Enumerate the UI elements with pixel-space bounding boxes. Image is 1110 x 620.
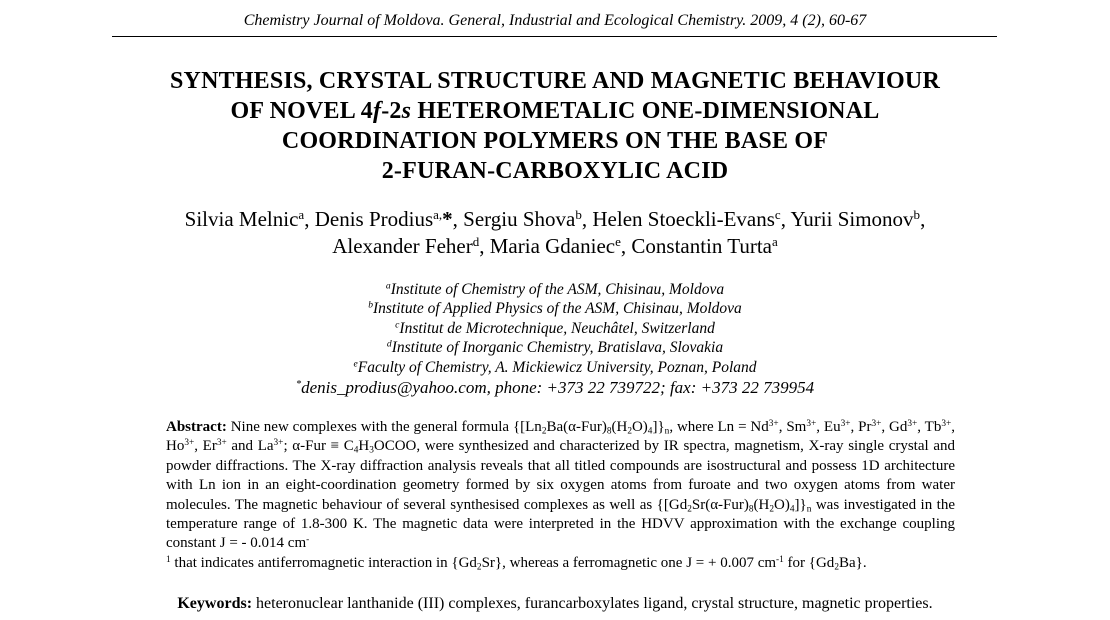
abstract-superscript: 3+ — [871, 418, 882, 429]
corresponding-star: * — [442, 207, 453, 231]
author-list — [0, 206, 1110, 260]
abstract-label: Abstract: — [166, 419, 227, 435]
affiliation-mark: d — [386, 338, 392, 350]
affiliation-mark: e — [353, 358, 358, 370]
affiliation-mark: b — [368, 300, 373, 312]
abstract-superscript: 1 — [166, 554, 171, 565]
title-italic-s: s — [401, 98, 412, 124]
abstract-text: ]} — [794, 496, 807, 513]
author-mark: a, — [433, 206, 443, 222]
author-line-2 — [0, 233, 1110, 260]
abstract-superscript: 3+ — [806, 418, 817, 429]
author-mark: a — [298, 206, 305, 222]
contact-text: denis_prodius@yahoo.com, phone: +373 22 739722; fax: +373 22 739954 — [301, 378, 815, 398]
author-separator: , — [304, 207, 315, 231]
abstract-text: O) — [631, 419, 648, 435]
abstract-superscript: 3+ — [273, 438, 284, 449]
abstract-subscript: 3 — [369, 445, 374, 456]
abstract-text: , Tb — [917, 419, 942, 435]
title-line-4: 2-FURAN-CARBOXYLIC ACID — [381, 158, 729, 184]
abstract-subscript: 8 — [748, 503, 754, 514]
author-mark: b — [913, 206, 921, 222]
abstract-text: Ba(α-Fur) — [546, 419, 607, 435]
abstract-text: for {Gd — [783, 554, 835, 571]
author-separator: , — [452, 207, 464, 231]
abstract-text: , Er — [194, 438, 217, 455]
author-line-1 — [0, 206, 1110, 233]
author-name: Yurii Simonov — [790, 207, 914, 231]
author-mark: a — [772, 233, 778, 249]
abstract-text: was investigated in the temperature range of 1.8-300 K. The magnetic data were interpreted in the HDVV approximation with the exchange coupling constant J = - 0.014 cm — [166, 496, 955, 552]
abstract-text: Ba}. — [838, 554, 867, 571]
title-text: HETEROMETALIC ONE-DIMENSIONAL — [411, 98, 880, 124]
abstract-subscript: n — [806, 503, 812, 514]
abstract-subscript: 4 — [353, 445, 359, 456]
title-line-3: COORDINATION POLYMERS ON THE BASE OF — [281, 128, 829, 154]
author-name: Sergiu Shova — [463, 207, 576, 231]
abstract-text: O) — [774, 496, 790, 513]
author-mark: e — [615, 233, 621, 249]
author-name: Constantin Turta — [631, 234, 773, 258]
abstract-subscript: 2 — [834, 562, 839, 573]
affiliation-text: Faculty of Chemistry, A. Mickiewicz University, Poznan, Poland — [357, 358, 757, 376]
abstract-superscript: 3+ — [768, 418, 779, 429]
abstract-text: , Gd — [881, 419, 908, 435]
abstract-text: ; α-Fur ≡ C — [283, 438, 354, 455]
abstract-text: Nine new complexes with the general formula {[Ln — [226, 419, 542, 435]
paper-title — [0, 66, 1110, 186]
affiliation-e — [0, 358, 1110, 377]
abstract-superscript: -1 — [776, 554, 784, 565]
abstract-subscript: 8 — [606, 426, 612, 437]
affiliation-c — [0, 319, 1110, 338]
abstract-text: , Ho — [166, 419, 955, 455]
keywords-label: Keywords: — [177, 595, 253, 612]
affiliation-b — [0, 299, 1110, 318]
title-italic-f: f — [373, 98, 382, 124]
affiliation-list — [0, 280, 1110, 399]
abstract-subscript: 2 — [476, 562, 482, 573]
contact-line — [0, 377, 1110, 399]
abstract-text: H — [358, 438, 370, 455]
abstract-text: , where Ln = Nd — [669, 419, 769, 435]
title-text: OF NOVEL 4 — [230, 98, 374, 124]
author-name: Maria Gdaniec — [489, 234, 616, 258]
abstract-subscript: 2 — [687, 503, 692, 514]
title-line-1: SYNTHESIS, CRYSTAL STRUCTURE AND MAGNETIC BEHAVIOUR — [170, 68, 940, 94]
affiliation-a — [0, 280, 1110, 299]
author-separator: , — [780, 207, 791, 231]
abstract-subscript: 2 — [627, 426, 632, 437]
abstract-superscript: 3+ — [216, 438, 227, 449]
abstract-superscript: 3+ — [941, 418, 952, 429]
abstract-subscript: 2 — [769, 503, 775, 514]
abstract-text: (H — [611, 419, 628, 435]
title-text: -2 — [381, 98, 402, 124]
title-line-2 — [0, 96, 1110, 126]
abstract-subscript: n — [664, 426, 670, 437]
abstract — [166, 418, 955, 573]
author-mark: b — [575, 206, 582, 222]
abstract-text: , Pr — [850, 419, 872, 435]
keywords-text: heteronuclear lanthanide (III) complexes, furancarboxylates ligand, crystal structure, magnetic properties. — [252, 595, 933, 612]
affiliation-text: Institute of Chemistry of the ASM, Chisinau, Moldova — [390, 281, 725, 298]
author-separator: , — [581, 207, 593, 231]
abstract-text: (H — [753, 496, 770, 513]
abstract-subscript: 4 — [789, 503, 795, 514]
abstract-superscript: 3+ — [907, 418, 918, 429]
author-separator: , — [479, 234, 490, 258]
author-mark: c — [774, 206, 781, 222]
author-name: Helen Stoeckli-Evans — [592, 207, 775, 231]
author-name: Denis Prodius — [314, 207, 434, 231]
author-mark: d — [472, 233, 480, 249]
affiliation-mark: c — [395, 319, 400, 331]
abstract-text: , Eu — [816, 419, 841, 435]
abstract-superscript: 3+ — [840, 418, 851, 429]
abstract-subscript: 2 — [541, 426, 547, 437]
keywords — [0, 595, 1110, 613]
abstract-text: and La — [226, 438, 274, 455]
affiliation-text: Institut de Microtechnique, Neuchâtel, Switzerland — [399, 319, 715, 337]
abstract-superscript: 3+ — [184, 438, 195, 449]
contact-mark: * — [295, 379, 302, 391]
affiliation-d — [0, 338, 1110, 357]
author-name: Silvia Melnic — [184, 207, 299, 231]
abstract-superscript: - — [306, 535, 310, 546]
author-name: Alexander Feher — [332, 234, 473, 258]
author-separator: , — [620, 234, 632, 258]
affiliation-mark: a — [385, 280, 391, 292]
abstract-text: , Sm — [778, 419, 807, 435]
journal-citation: Chemistry Journal of Moldova. General, Industrial and Ecological Chemistry. 2009, 4 (2), 60-67 — [243, 12, 867, 29]
affiliation-text: Institute of Applied Physics of the ASM, Chisinau, Moldova — [372, 300, 742, 318]
affiliation-text: Institute of Inorganic Chemistry, Bratislava, Slovakia — [391, 339, 724, 357]
abstract-text: ]} — [652, 419, 665, 435]
abstract-text: OCOO, were synthesized and characterized by IR spectra, magnetism, X-ray single crystal and powder diffractions. The X-ray diffraction analysis reveals that all titled compounds are isostructural and possess 1D architecture with Ln ion in an eight-coordination geometry formed by six oxygen atoms from furoate and two oxygen atoms from water molecules. The magnetic behaviour of several synthesised complexes as well as {[Gd — [166, 438, 955, 513]
abstract-subscript: 4 — [647, 426, 653, 437]
header-rule — [112, 36, 997, 37]
author-separator: , — [920, 207, 926, 231]
abstract-text: Sr}, whereas a ferromagnetic one J = + 0.007 cm — [481, 554, 777, 571]
abstract-text: Sr(α-Fur) — [691, 496, 749, 513]
abstract-text: that indicates antiferromagnetic interaction in {Gd — [170, 554, 477, 571]
